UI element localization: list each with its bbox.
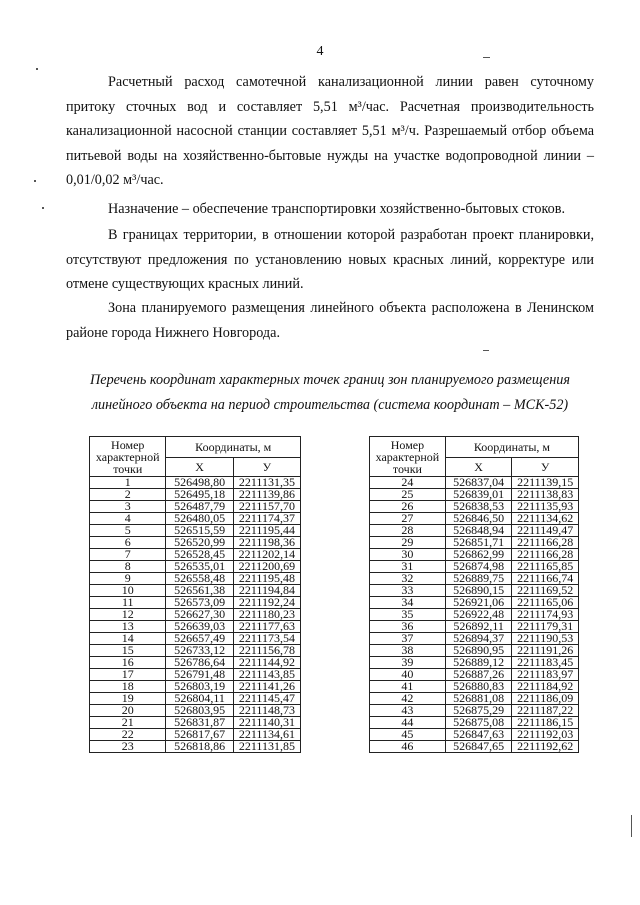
point-number-cell: 24 (370, 477, 446, 489)
x-coordinate-cell: 526875,08 (445, 717, 511, 729)
scan-mark (42, 207, 44, 209)
point-number-cell: 29 (370, 537, 446, 549)
x-coordinate-cell: 526846,50 (445, 513, 511, 525)
point-number-cell: 2 (90, 489, 166, 501)
point-number-cell: 4 (90, 513, 166, 525)
scan-mark (631, 815, 632, 837)
scan-mark (36, 68, 38, 70)
point-number-cell: 15 (90, 645, 166, 657)
scan-mark (34, 180, 36, 182)
y-coordinate-cell: 2211174,93 (512, 609, 579, 621)
y-coordinate-cell: 2211180,23 (233, 609, 300, 621)
x-coordinate-cell: 526535,01 (166, 561, 233, 573)
x-coordinate-cell: 526528,45 (166, 549, 233, 561)
x-coordinate-cell: 526892,11 (445, 621, 511, 633)
paragraph-text: Назначение – обеспечение транспортировки хозяйственно-бытовых стоков. (108, 201, 566, 217)
x-coordinate-cell: 526880,83 (445, 681, 511, 693)
header-y: У (512, 458, 579, 477)
point-number-cell: 10 (90, 585, 166, 597)
y-coordinate-cell: 2211138,83 (512, 489, 579, 501)
point-number-cell: 44 (370, 717, 446, 729)
y-coordinate-cell: 2211195,44 (233, 525, 300, 537)
x-coordinate-cell: 526874,98 (445, 561, 511, 573)
point-number-cell: 9 (90, 573, 166, 585)
table-body-left (90, 477, 301, 753)
x-coordinate-cell: 526573,09 (166, 597, 233, 609)
x-coordinate-cell: 526495,18 (166, 489, 233, 501)
x-coordinate-cell: 526804,11 (166, 693, 233, 705)
x-coordinate-cell: 526847,63 (445, 729, 511, 741)
point-number-cell: 5 (90, 525, 166, 537)
point-number-cell: 11 (90, 597, 166, 609)
point-number-cell: 19 (90, 693, 166, 705)
y-coordinate-cell: 2211131,35 (233, 477, 300, 489)
x-coordinate-cell: 526831,87 (166, 717, 233, 729)
y-coordinate-cell: 2211166,74 (512, 573, 579, 585)
point-number-cell: 41 (370, 681, 446, 693)
point-number-cell: 16 (90, 657, 166, 669)
x-coordinate-cell: 526837,04 (445, 477, 511, 489)
x-coordinate-cell: 526498,80 (166, 477, 233, 489)
table-row (90, 741, 301, 753)
y-coordinate-cell: 2211157,70 (233, 501, 300, 513)
x-coordinate-cell: 526487,79 (166, 501, 233, 513)
point-number-cell: 23 (90, 741, 166, 753)
x-coordinate-cell: 526480,05 (166, 513, 233, 525)
x-coordinate-cell: 526791,48 (166, 669, 233, 681)
y-coordinate-cell: 2211183,45 (512, 657, 579, 669)
point-number-cell: 27 (370, 513, 446, 525)
x-coordinate-cell: 526881,08 (445, 693, 511, 705)
y-coordinate-cell: 2211144,92 (233, 657, 300, 669)
header-y: У (233, 458, 300, 477)
point-number-cell: 1 (90, 477, 166, 489)
x-coordinate-cell: 526786,64 (166, 657, 233, 669)
x-coordinate-cell: 526839,01 (445, 489, 511, 501)
y-coordinate-cell: 2211184,92 (512, 681, 579, 693)
point-number-cell: 38 (370, 645, 446, 657)
y-coordinate-cell: 2211186,09 (512, 693, 579, 705)
x-coordinate-cell: 526889,12 (445, 657, 511, 669)
x-coordinate-cell: 526803,95 (166, 705, 233, 717)
y-coordinate-cell: 2211165,06 (512, 597, 579, 609)
x-coordinate-cell: 526803,19 (166, 681, 233, 693)
coordinates-table-right (369, 436, 579, 753)
x-coordinate-cell: 526561,38 (166, 585, 233, 597)
y-coordinate-cell: 2211139,86 (233, 489, 300, 501)
point-number-cell: 14 (90, 633, 166, 645)
x-coordinate-cell: 526733,12 (166, 645, 233, 657)
x-coordinate-cell: 526627,30 (166, 609, 233, 621)
point-number-cell: 45 (370, 729, 446, 741)
point-number-cell: 31 (370, 561, 446, 573)
point-number-cell: 36 (370, 621, 446, 633)
x-coordinate-cell: 526657,49 (166, 633, 233, 645)
scan-mark (483, 350, 489, 351)
x-coordinate-cell: 526520,99 (166, 537, 233, 549)
x-coordinate-cell: 526921,06 (445, 597, 511, 609)
y-coordinate-cell: 2211190,53 (512, 633, 579, 645)
header-x: X (166, 458, 233, 477)
point-number-cell: 3 (90, 501, 166, 513)
y-coordinate-cell: 2211156,78 (233, 645, 300, 657)
x-coordinate-cell: 526558,48 (166, 573, 233, 585)
point-number-cell: 18 (90, 681, 166, 693)
y-coordinate-cell: 2211140,31 (233, 717, 300, 729)
page-number: 4 (316, 44, 324, 59)
scan-mark (483, 57, 490, 58)
y-coordinate-cell: 2211141,26 (233, 681, 300, 693)
y-coordinate-cell: 2211173,54 (233, 633, 300, 645)
point-number-cell: 32 (370, 573, 446, 585)
y-coordinate-cell: 2211149,47 (512, 525, 579, 537)
x-coordinate-cell: 526838,53 (445, 501, 511, 513)
x-coordinate-cell: 526817,67 (166, 729, 233, 741)
header-point-number: Номер характерной точки (90, 437, 166, 477)
point-number-cell: 20 (90, 705, 166, 717)
x-coordinate-cell: 526890,15 (445, 585, 511, 597)
y-coordinate-cell: 2211177,63 (233, 621, 300, 633)
y-coordinate-cell: 2211165,85 (512, 561, 579, 573)
y-coordinate-cell: 2211139,15 (512, 477, 579, 489)
y-coordinate-cell: 2211202,14 (233, 549, 300, 561)
point-number-cell: 8 (90, 561, 166, 573)
x-coordinate-cell: 526889,75 (445, 573, 511, 585)
point-number-cell: 7 (90, 549, 166, 561)
table-body-right (370, 477, 579, 753)
paragraph-location (66, 296, 594, 345)
point-number-cell: 21 (90, 717, 166, 729)
point-number-cell: 46 (370, 741, 446, 753)
x-coordinate-cell: 526847,65 (445, 741, 511, 753)
y-coordinate-cell: 2211134,61 (233, 729, 300, 741)
y-coordinate-cell: 2211135,93 (512, 501, 579, 513)
table-row (370, 741, 579, 753)
y-coordinate-cell: 2211191,26 (512, 645, 579, 657)
point-number-cell: 12 (90, 609, 166, 621)
y-coordinate-cell: 2211186,15 (512, 717, 579, 729)
point-number-cell: 22 (90, 729, 166, 741)
y-coordinate-cell: 2211183,97 (512, 669, 579, 681)
y-coordinate-cell: 2211192,24 (233, 597, 300, 609)
point-number-cell: 33 (370, 585, 446, 597)
x-coordinate-cell: 526887,26 (445, 669, 511, 681)
point-number-cell: 42 (370, 693, 446, 705)
x-coordinate-cell: 526851,71 (445, 537, 511, 549)
point-number-cell: 40 (370, 669, 446, 681)
paragraph-red-lines (66, 223, 594, 297)
paragraph-text: Расчетный расход самотечной канализационной линии равен суточному притоку сточных вод и составляет 5,51 м³/час. Расчетная производительность канализационной насосной станции составляет 5,51 м³/ч. Разрешаемый отбор объема питьевой воды на хозяйственно-бытовые нужды на участке водопроводной линии – 0,01/0,02 м³/час. (66, 74, 594, 188)
y-coordinate-cell: 2211194,84 (233, 585, 300, 597)
y-coordinate-cell: 2211200,69 (233, 561, 300, 573)
header-coordinates: Координаты, м (166, 437, 301, 458)
coordinates-table-left (89, 436, 301, 753)
y-coordinate-cell: 2211134,62 (512, 513, 579, 525)
header-coordinates: Координаты, м (445, 437, 578, 458)
y-coordinate-cell: 2211195,48 (233, 573, 300, 585)
header-point-number: Номер характерной точки (370, 437, 446, 477)
point-number-cell: 13 (90, 621, 166, 633)
x-coordinate-cell: 526515,59 (166, 525, 233, 537)
paragraph-text: В границах территории, в отношении которой разработан проект планировки, отсутствуют предложения по установлению новых красных линий, корректуре или отмене существующих красных линий. (66, 227, 594, 292)
x-coordinate-cell: 526894,37 (445, 633, 511, 645)
point-number-cell: 39 (370, 657, 446, 669)
point-number-cell: 35 (370, 609, 446, 621)
table-caption: Перечень координат характерных точек границ зон планируемого размещения линейного объекта на период строительства (система координат – МСК-52) (90, 372, 570, 413)
point-number-cell: 34 (370, 597, 446, 609)
paragraph-purpose (66, 197, 594, 222)
x-coordinate-cell: 526818,86 (166, 741, 233, 753)
point-number-cell: 17 (90, 669, 166, 681)
point-number-cell: 37 (370, 633, 446, 645)
y-coordinate-cell: 2211187,22 (512, 705, 579, 717)
header-x: X (445, 458, 511, 477)
point-number-cell: 28 (370, 525, 446, 537)
point-number-cell: 30 (370, 549, 446, 561)
y-coordinate-cell: 2211179,31 (512, 621, 579, 633)
paragraph-flow-rate (66, 70, 594, 193)
point-number-cell: 26 (370, 501, 446, 513)
paragraph-text: Зона планируемого размещения линейного объекта расположена в Ленинском районе города Нижнего Новгорода. (66, 300, 594, 341)
y-coordinate-cell: 2211143,85 (233, 669, 300, 681)
y-coordinate-cell: 2211131,85 (233, 741, 300, 753)
y-coordinate-cell: 2211166,28 (512, 549, 579, 561)
y-coordinate-cell: 2211192,03 (512, 729, 579, 741)
point-number-cell: 43 (370, 705, 446, 717)
x-coordinate-cell: 526848,94 (445, 525, 511, 537)
x-coordinate-cell: 526890,95 (445, 645, 511, 657)
x-coordinate-cell: 526875,29 (445, 705, 511, 717)
x-coordinate-cell: 526862,99 (445, 549, 511, 561)
y-coordinate-cell: 2211192,62 (512, 741, 579, 753)
point-number-cell: 6 (90, 537, 166, 549)
x-coordinate-cell: 526639,03 (166, 621, 233, 633)
x-coordinate-cell: 526922,48 (445, 609, 511, 621)
y-coordinate-cell: 2211166,28 (512, 537, 579, 549)
y-coordinate-cell: 2211198,36 (233, 537, 300, 549)
point-number-cell: 25 (370, 489, 446, 501)
y-coordinate-cell: 2211148,73 (233, 705, 300, 717)
y-coordinate-cell: 2211174,37 (233, 513, 300, 525)
y-coordinate-cell: 2211169,52 (512, 585, 579, 597)
y-coordinate-cell: 2211145,47 (233, 693, 300, 705)
